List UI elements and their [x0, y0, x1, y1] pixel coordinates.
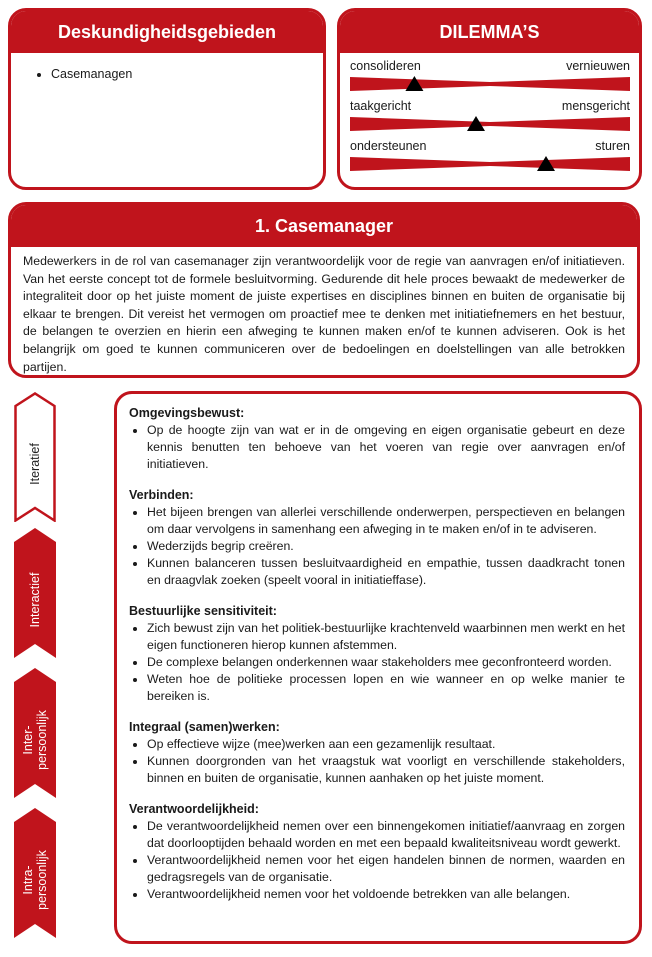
- dilemma-left-label: ondersteunen: [350, 139, 427, 153]
- side-arrow-interpersoonlijk: [14, 668, 56, 798]
- dilemma-scale: [350, 115, 630, 133]
- expertise-item: • Casemanagen: [51, 65, 323, 83]
- side-label: Iteratief: [28, 442, 42, 485]
- competency-section: [129, 720, 625, 787]
- competency-item: • Verantwoordelijkheid nemen voor het voldoende betrekken van alle belangen.: [147, 886, 625, 903]
- competencies-panel: [114, 391, 642, 944]
- competency-item: • Kunnen doorgronden van het vraagstuk wat voorligt en verschillende stakeholders, binnen en buiten de organisatie, kunnen aanhaken op het juiste moment.: [147, 753, 625, 787]
- dilemmas-panel: [337, 8, 642, 190]
- competency-section: [129, 802, 625, 903]
- dilemma-right-label: vernieuwen: [566, 59, 630, 73]
- competency-title: Verantwoordelijkheid:: [129, 802, 259, 816]
- dilemma-row: [350, 59, 630, 93]
- competency-title: Verbinden:: [129, 488, 194, 502]
- competency-item: • De complexe belangen onderkennen waar stakeholders mee geconfronteerd worden.: [147, 654, 625, 671]
- dilemma-bar: [350, 117, 630, 131]
- side-arrow-iteratief: [14, 392, 56, 522]
- competency-title: Integraal (samen)werken:: [129, 720, 280, 734]
- competency-item: • Kunnen balanceren tussen besluitvaardigheid en empathie, tussen daadkracht tonen en draagvlak zoeken (speelt vooral in initiatieffase).: [147, 555, 625, 589]
- dilemma-scale: [350, 155, 630, 173]
- competency-item: • Het bijeen brengen van allerlei verschillende onderwerpen, perspectieven en belangen om daar vervolgens in samenhang een afweging in te maken en/of in te adviseren.: [147, 504, 625, 538]
- dilemma-right-label: sturen: [595, 139, 630, 153]
- side-label: Inter- persoonlijk: [21, 709, 49, 770]
- dilemma-right-label: mensgericht: [561, 99, 630, 113]
- competency-item: • De verantwoordelijkheid nemen over een binnengekomen initiatief/aanvraag en zorgen dat doorlooptijden behaald worden en met een bepaald kwaliteitsniveau wordt gewerkt.: [147, 818, 625, 852]
- competency-item: • Zich bewust zijn van het politiek-bestuurlijke krachtenveld waarbinnen men werkt en het eigen functioneren hierop kunnen afstemmen.: [147, 620, 625, 654]
- side-label: Interactief: [28, 572, 42, 627]
- competency-section: [129, 604, 625, 705]
- competency-item: • Op de hoogte zijn van wat er in de omgeving en eigen organisatie gebeurt en deze kennis benutten ten behoeve van het voeren van regie over aanvragen en/of initiatieven.: [147, 422, 625, 473]
- role-description: Medewerkers in de rol van casemanager zijn verantwoordelijk voor de regie van aanvragen en/of initiatieven. Van het eerste concept tot de formele besluitvorming. Gedurende dit hele proces bewaakt de medewerker de integraliteit door op het juiste moment de juiste expertises en disciplines binnen en buiten de organisatie bij elkaar te brengen. Dit vereist het vermogen om proactief mee te denken met initiatiefnemers en het bestuur, de belangen te overzien en hierin een afweging te kunnen maken en/of te kunnen adviseren. Ook is het belangrijk om goed te kunnen communiceren over de bedoelingen en doelstellingen van alle betrokken partijen.: [23, 254, 625, 374]
- dilemma-bar: [350, 77, 630, 91]
- dilemma-row: [350, 99, 630, 133]
- competency-title: Bestuurlijke sensitiviteit:: [129, 604, 277, 618]
- expertise-title: Deskundigheidsgebieden: [11, 11, 323, 53]
- competency-item: • Op effectieve wijze (mee)werken aan een gezamenlijk resultaat.: [147, 736, 625, 753]
- role-title: 1. Casemanager: [11, 205, 637, 247]
- competency-item: • Verantwoordelijkheid nemen voor het eigen handelen binnen de normen, waarden en gedragsregels van de organisatie.: [147, 852, 625, 886]
- competency-title: Omgevingsbewust:: [129, 406, 245, 420]
- side-label: Intra- persoonlijk: [21, 849, 49, 910]
- dilemma-bar: [350, 157, 630, 171]
- side-arrow-interactief: [14, 528, 56, 658]
- dilemma-left-label: consolideren: [350, 59, 421, 73]
- competency-item: • Weten hoe de politieke processen lopen en wie wanneer en op welke manier te bereiken is.: [147, 671, 625, 705]
- dilemma-left-label: taakgericht: [350, 99, 412, 113]
- expertise-list: [11, 65, 323, 83]
- expertise-panel: [8, 8, 326, 190]
- dilemma-row: [350, 139, 630, 173]
- competency-item: • Wederzijds begrip creëren.: [147, 538, 625, 555]
- competency-section: [129, 488, 625, 589]
- side-arrow-intrapersoonlijk: [14, 808, 56, 938]
- role-panel: [8, 202, 640, 378]
- dilemma-scale: [350, 75, 630, 93]
- competency-section: [129, 406, 625, 473]
- dilemmas-title: DILEMMA’S: [340, 11, 639, 53]
